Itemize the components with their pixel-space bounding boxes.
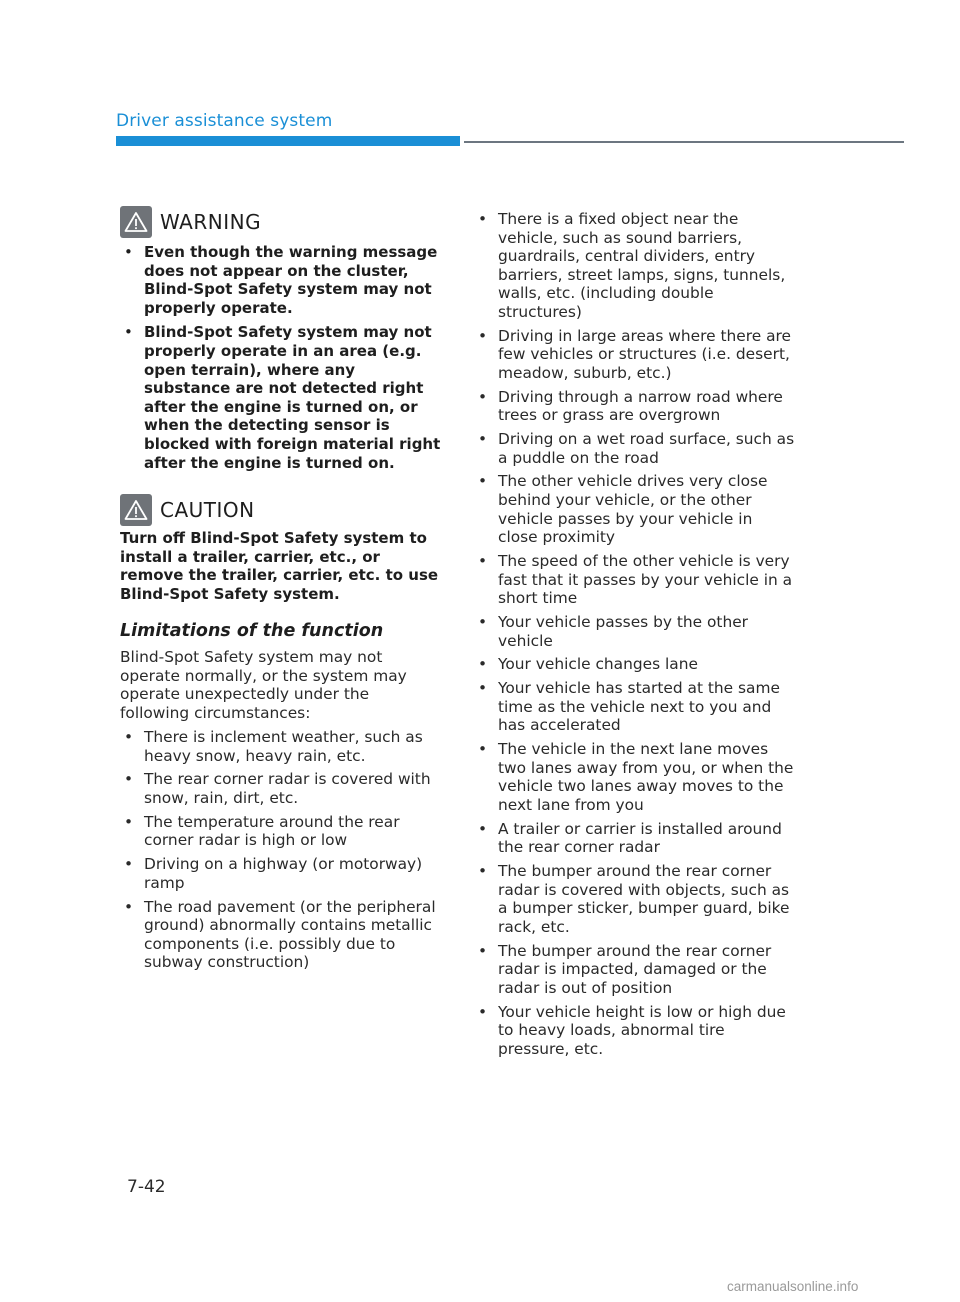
list-item: • The rear corner radar is covered with snow, rain, dirt, etc. <box>120 770 445 807</box>
warning-heading <box>120 206 261 238</box>
list-item: • Your vehicle has started at the same time as the vehicle next to you and has accelerated <box>474 679 796 735</box>
caution-text: Turn off Blind-Spot Safety system to install a trailer, carrier, etc., or remove the trailer, carrier, etc. to use Blind-Spot Safety system. <box>120 529 439 603</box>
warning-item: • Even though the warning message does not appear on the cluster, Blind-Spot Safety system may not properly operate. <box>120 243 445 317</box>
list-item: • Driving on a wet road surface, such as a puddle on the road <box>474 430 796 467</box>
list-item: • The bumper around the rear corner radar is impacted, damaged or the radar is out of position <box>474 942 796 998</box>
limitations-list-left <box>120 728 445 977</box>
list-item: • Driving on a highway (or motorway) ramp <box>120 855 445 892</box>
list-item: • Driving in large areas where there are few vehicles or structures (i.e. desert, meadow, suburb, etc.) <box>474 327 796 383</box>
section-title: Limitations of the function <box>120 621 384 641</box>
warning-label: WARNING <box>160 210 262 234</box>
warning-item: • Blind-Spot Safety system may not properly operate in an area (e.g. open terrain), where any substance are not detected right after the engine is turned on, or when the detecting sensor is blocked with foreign material right after the engine is turned on. <box>120 323 445 472</box>
limitations-intro: Blind-Spot Safety system may not operate normally, or the system may operate unexpectedly under the following circumstances: <box>120 648 407 722</box>
caution-triangle-icon <box>120 494 152 526</box>
warning-list <box>120 243 445 478</box>
list-item: • Your vehicle passes by the other vehicle <box>474 613 796 650</box>
warning-triangle-icon <box>120 206 152 238</box>
list-item: • The temperature around the rear corner radar is high or low <box>120 813 445 850</box>
list-item: • The vehicle in the next lane moves two lanes away from you, or when the vehicle two lanes away moves to the next lane from you <box>474 740 796 814</box>
list-item: • Your vehicle changes lane <box>474 655 796 674</box>
list-item: • There is inclement weather, such as heavy snow, heavy rain, etc. <box>120 728 445 765</box>
list-item: • The other vehicle drives very close behind your vehicle, or the other vehicle passes by your vehicle in close proximity <box>474 472 796 546</box>
list-item: • The bumper around the rear corner radar is covered with objects, such as a bumper sticker, bumper guard, bike rack, etc. <box>474 862 796 936</box>
caution-heading <box>120 494 255 526</box>
page-number: 7-42 <box>127 1177 166 1197</box>
header-rule-gray <box>464 141 904 143</box>
watermark-text: carmanualsonline.info <box>727 1279 859 1294</box>
page-header-title: Driver assistance system <box>116 111 333 131</box>
limitations-list-right <box>474 210 796 1064</box>
list-item: • A trailer or carrier is installed around the rear corner radar <box>474 820 796 857</box>
caution-label: CAUTION <box>160 498 255 522</box>
list-item: • The speed of the other vehicle is very fast that it passes by your vehicle in a short time <box>474 552 796 608</box>
list-item: • There is a fixed object near the vehicle, such as sound barriers, guardrails, central dividers, entry barriers, street lamps, signs, tunnels, walls, etc. (including double structures) <box>474 210 796 322</box>
list-item: • Driving through a narrow road where trees or grass are overgrown <box>474 388 796 425</box>
list-item: • Your vehicle height is low or high due to heavy loads, abnormal tire pressure, etc. <box>474 1003 796 1059</box>
list-item: • The road pavement (or the peripheral ground) abnormally contains metallic components (i.e. possibly due to subway construction) <box>120 898 445 972</box>
header-rule-blue <box>116 136 460 146</box>
